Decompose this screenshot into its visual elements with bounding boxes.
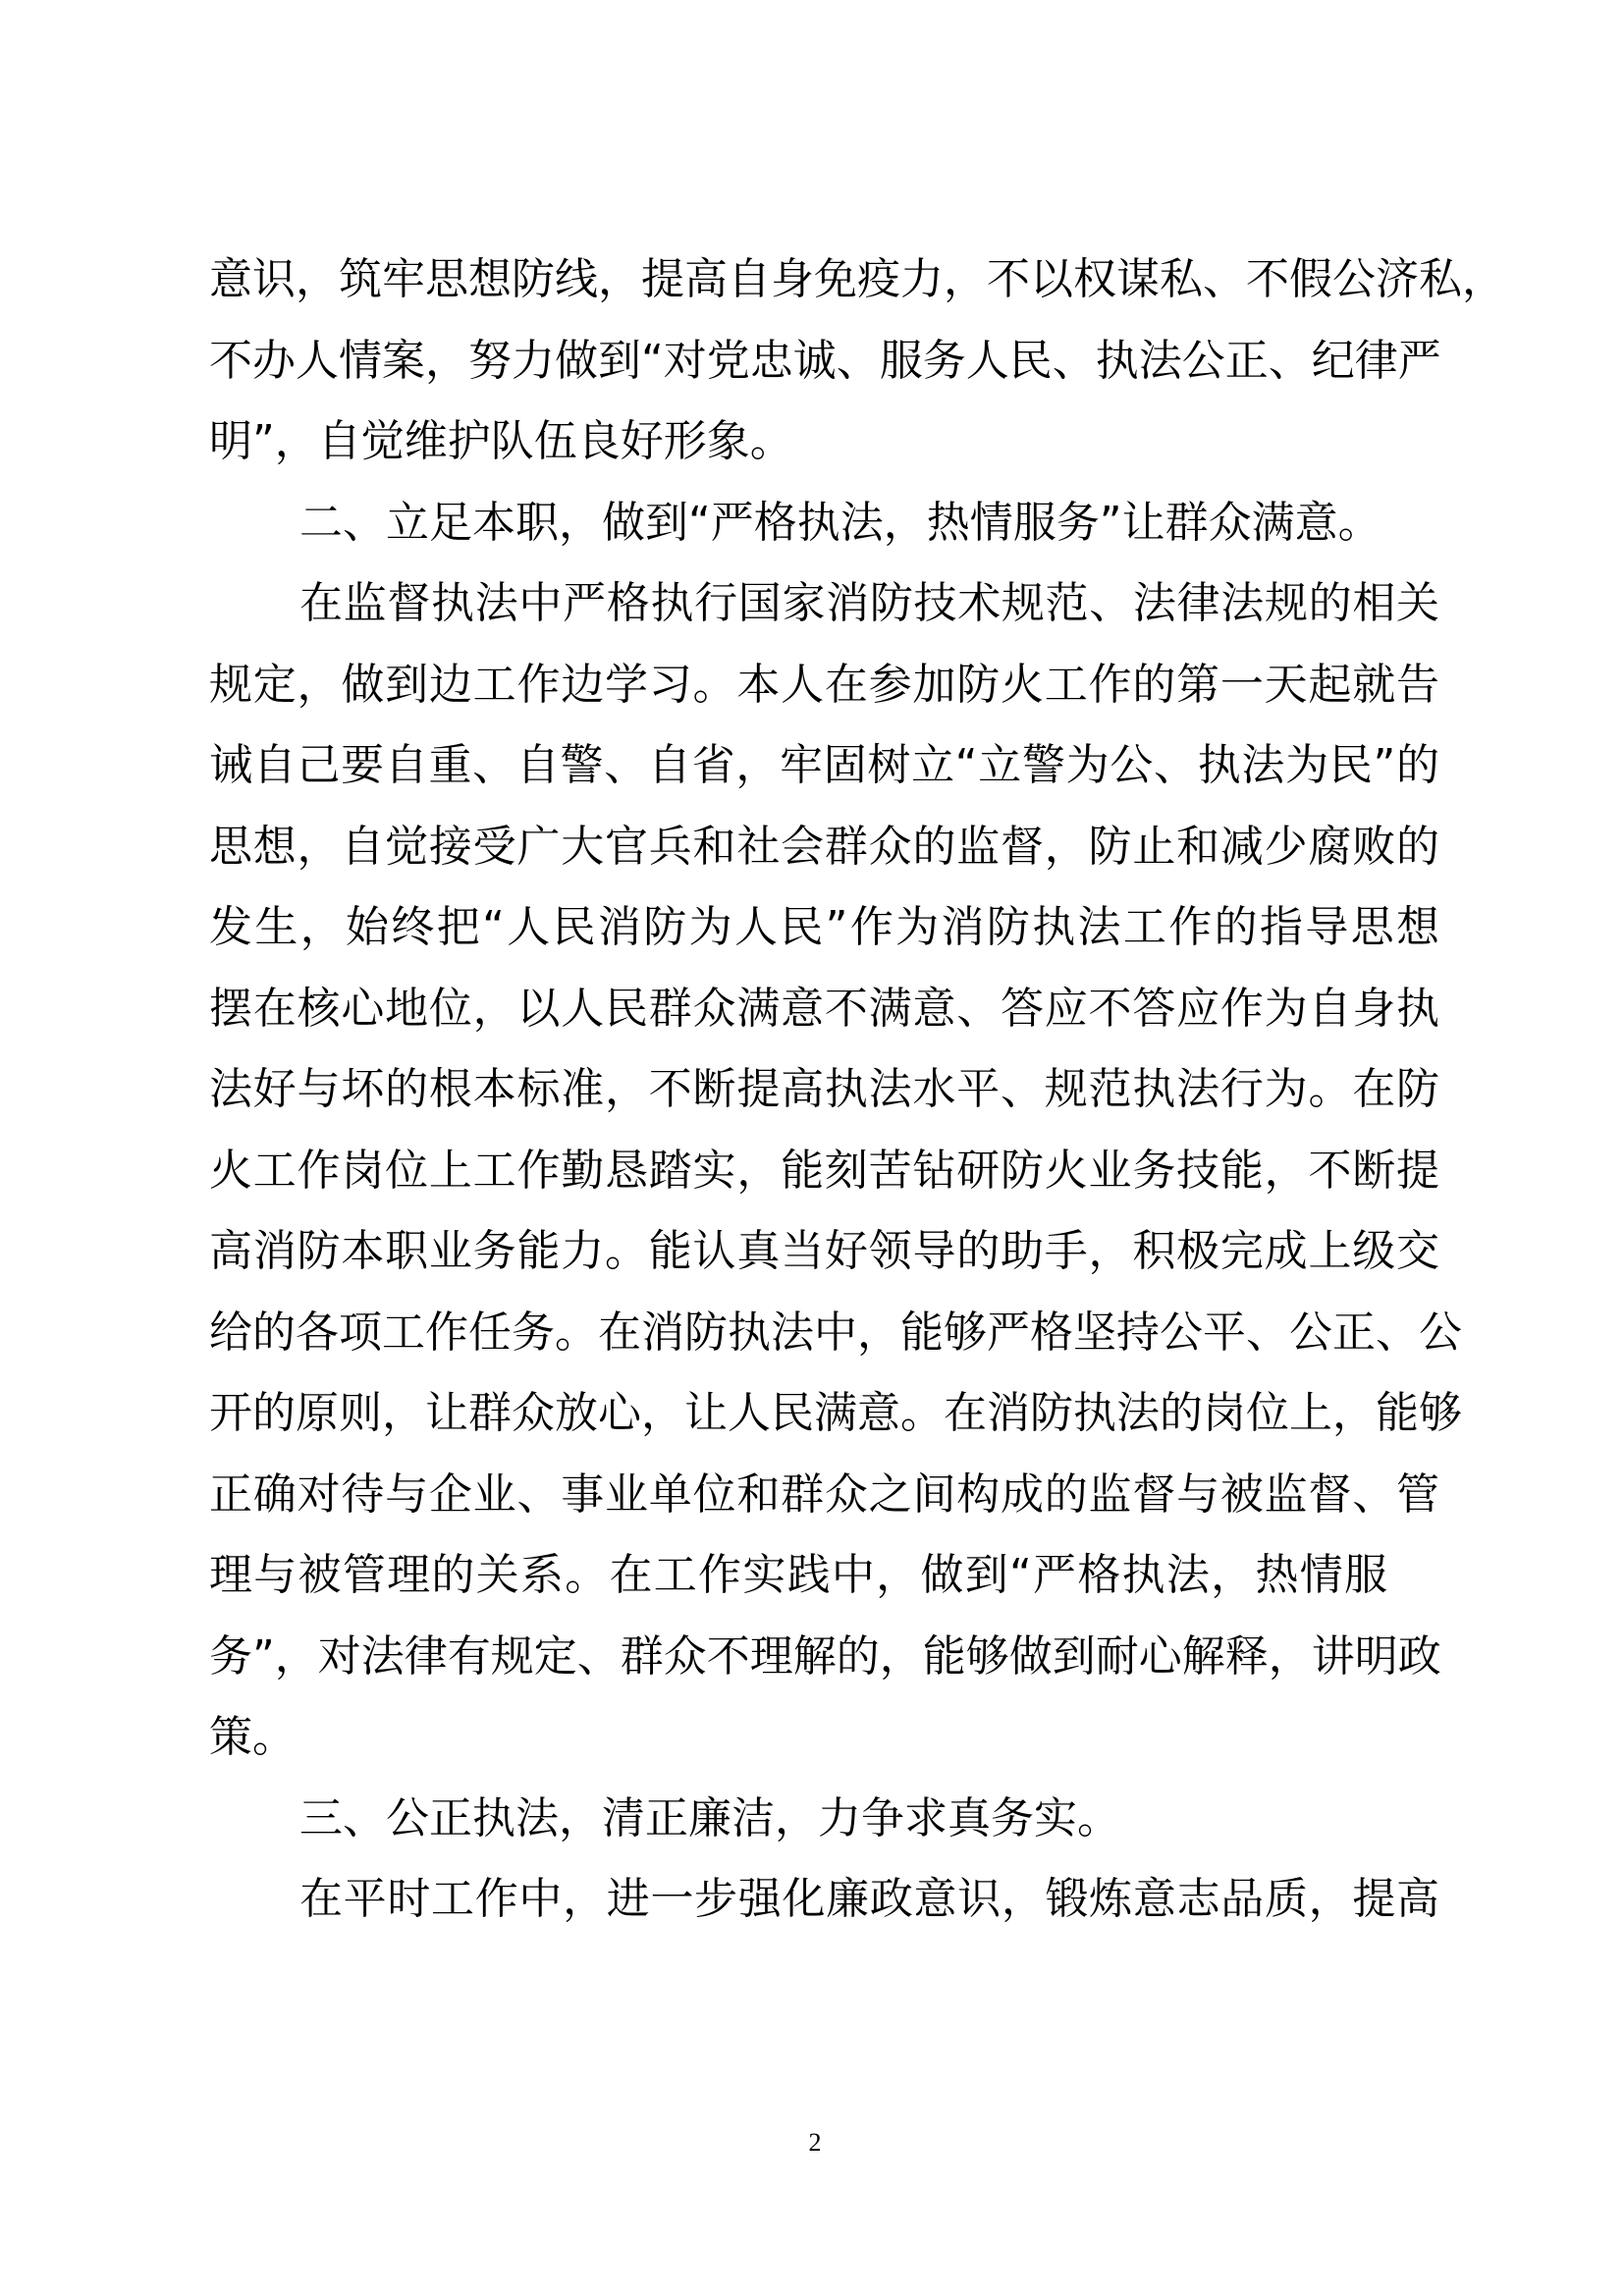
body-text-line: 正确对待与企业、事业单位和群众之间构成的监督与被监督、管: [209, 1469, 1439, 1520]
body-text-line: 理与被管理的关系。在工作实践中，做到“严格执法，热情服: [209, 1550, 1387, 1600]
body-text-line: 规定，做到边工作边学习。本人在参加防火工作的第一天起就告: [209, 660, 1439, 710]
body-text-line: 思想，自觉接受广大官兵和社会群众的监督，防止和减少腐败的: [209, 822, 1439, 872]
body-text-line: 在监督执法中严格执行国家消防技术规范、法律法规的相关: [299, 578, 1439, 628]
body-text-line: 法好与坏的根本标准，不断提高执法水平、规范执法行为。在防: [209, 1064, 1439, 1114]
section-heading-2: 二、立足本职，做到“严格执法，热情服务”让群众满意。: [299, 498, 1381, 548]
body-text-line: 火工作岗位上工作勤恳踏实，能刻苦钻研防火业务技能，不断提: [209, 1146, 1439, 1196]
body-text-line: 发生，始终把“人民消防为人民”作为消防执法工作的指导思想: [209, 902, 1439, 952]
body-text-line: 高消防本职业务能力。能认真当好领导的助手，积极完成上级交: [209, 1226, 1439, 1276]
body-text-line: 给的各项工作任务。在消防执法中，能够严格坚持公平、公正、公: [209, 1308, 1462, 1358]
body-text-line: 意识，筑牢思想防线，提高自身免疫力，不以权谋私、不假公济私，: [209, 254, 1505, 304]
body-text-line: 务”，对法律有规定、群众不理解的，能够做到耐心解释，讲明政: [209, 1631, 1441, 1682]
body-text-line: 摆在核心地位，以人民群众满意不满意、答应不答应作为自身执: [209, 984, 1439, 1034]
page-number: 2: [808, 2128, 822, 2157]
body-text-line: 诫自己要自重、自警、自省，牢固树立“立警为公、执法为民”的: [209, 740, 1439, 790]
body-text-line: 开的原则，让群众放心，让人民满意。在消防执法的岗位上，能够: [209, 1388, 1462, 1438]
body-text-line: 明”，自觉维护队伍良好形象。: [209, 416, 793, 466]
section-heading-3: 三、公正执法，清正廉洁，力争求真务实。: [299, 1793, 1120, 1843]
body-text-line: 不办人情案，努力做到“对党忠诚、服务人民、执法公正、纪律严: [209, 336, 1441, 386]
body-text-line: 在平时工作中，进一步强化廉政意识，锻炼意志品质，提高: [299, 1874, 1439, 1924]
body-text-line: 策。: [209, 1712, 296, 1762]
